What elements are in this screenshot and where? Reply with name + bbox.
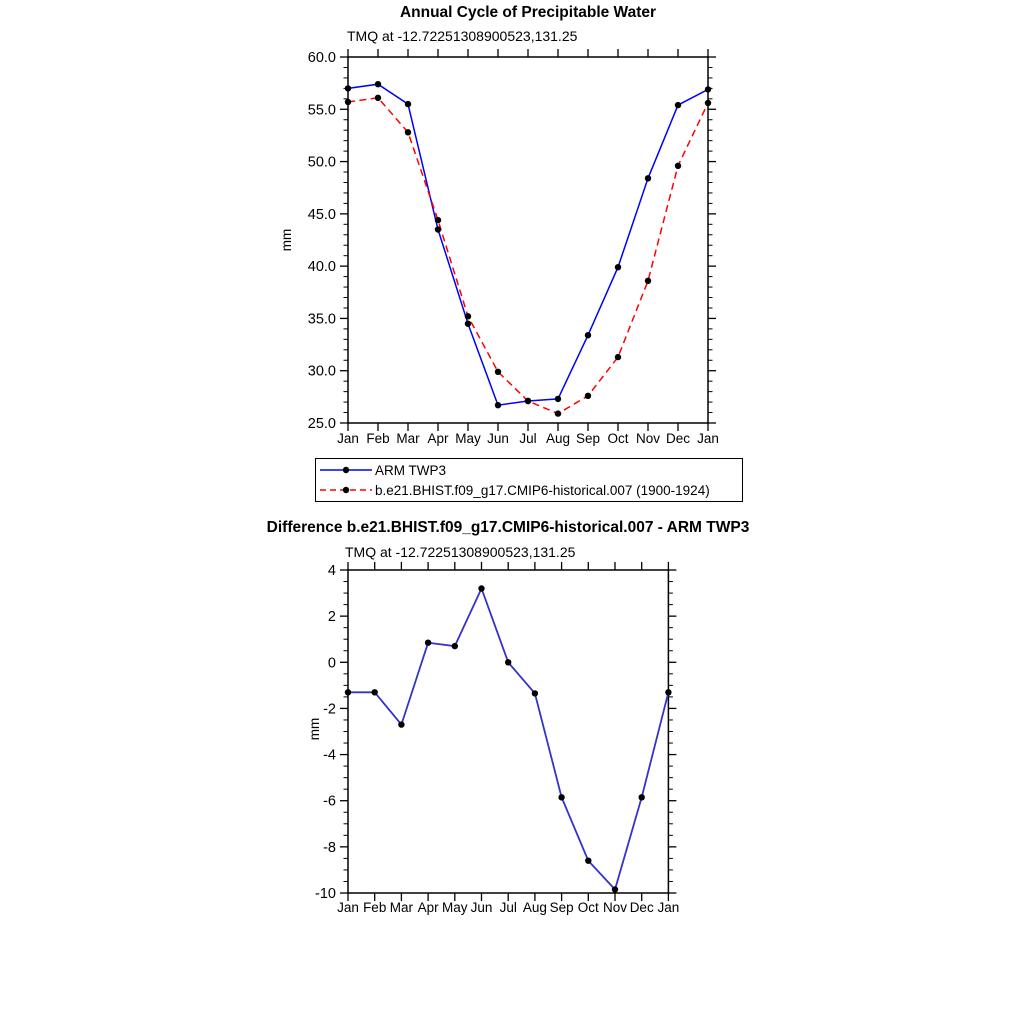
y-tick-label: 35.0 [307,311,336,328]
data-point-marker [585,858,591,864]
x-tick-label: Sep [575,431,601,446]
data-point-marker [405,101,411,107]
data-point-marker [345,99,351,105]
y-tick-label: 0 [327,655,336,672]
data-point-marker [675,102,681,108]
chart-0 [308,49,719,446]
data-point-marker [435,217,441,223]
x-tick-label: Aug [545,431,571,446]
x-tick-label: Jul [519,431,537,446]
series-line-1 [348,98,708,414]
top-chart-title: Annual Cycle of Precipitable Water [399,4,657,21]
x-tick-label: Jan [697,431,719,446]
legend-label-arm-twp3: ARM TWP3 [375,462,447,478]
data-point-marker [465,313,471,319]
top-chart-y-axis-label: mm [279,228,294,252]
y-tick-label: 25.0 [307,416,336,432]
x-tick-label: Apr [417,900,439,915]
data-point-marker [612,886,618,892]
data-point-marker [452,643,458,649]
data-point-marker [615,354,621,360]
legend-line-sample-arm-twp3 [319,462,373,478]
x-tick-label: Oct [607,431,629,446]
data-point-marker [639,794,645,800]
legend [315,458,743,502]
data-point-marker [495,369,501,375]
data-point-marker [615,264,621,270]
x-tick-label: Jan [657,900,680,915]
y-tick-label: 2 [327,609,336,626]
data-point-marker [555,396,561,402]
data-point-marker [645,175,651,181]
data-point-marker [532,690,538,696]
y-tick-label: 45.0 [307,206,336,223]
data-point-marker [375,95,381,101]
y-tick-label: 50.0 [307,154,336,171]
data-point-marker [425,640,431,646]
y-tick-label: -2 [323,701,336,718]
data-point-marker [495,402,501,408]
data-point-marker [525,398,531,404]
data-point-marker [435,226,441,232]
data-point-marker [478,585,484,591]
x-tick-label: Apr [427,431,449,446]
data-point-marker [705,100,711,106]
diff-chart-subtitle: TMQ at -12.72251308900523,131.25 [345,544,576,560]
data-point-marker [585,332,591,338]
x-tick-label: Oct [577,900,599,915]
data-point-marker [558,794,564,800]
y-tick-label: 60.0 [307,50,336,66]
x-tick-label: Jan [337,431,359,446]
y-tick-label: 40.0 [307,259,336,276]
data-point-marker [665,689,671,695]
data-point-marker [345,85,351,91]
top-chart-subtitle: TMQ at -12.72251308900523,131.25 [347,28,578,44]
y-tick-label: -4 [323,747,336,764]
x-tick-label: Mar [396,431,420,446]
data-point-marker [705,86,711,92]
series-line-0 [348,84,708,405]
series-line-0 [348,589,668,890]
data-point-marker [375,81,381,87]
x-tick-label: Feb [363,900,387,915]
diff-chart-y-axis-label: mm [307,717,322,741]
x-tick-label: Jan [337,900,359,915]
y-tick-label: 30.0 [307,363,336,380]
x-tick-label: May [455,431,481,446]
y-tick-label: -10 [315,886,336,902]
legend-entry-model [319,480,742,500]
data-point-marker [585,393,591,399]
data-point-marker [398,721,404,727]
data-point-marker [505,659,511,665]
legend-line-sample-model [319,482,373,498]
chart-1 [315,562,679,915]
x-tick-label: Feb [366,431,390,446]
x-tick-label: Nov [635,431,661,446]
plot-frame [348,57,708,423]
plot-frame [348,570,668,893]
data-point-marker [555,410,561,416]
data-point-marker [405,129,411,135]
x-tick-label: Dec [629,900,654,915]
data-point-marker [372,689,378,695]
y-tick-label: 55.0 [307,102,336,119]
x-tick-label: Sep [549,900,574,915]
x-tick-label: Dec [665,431,691,446]
data-point-marker [465,321,471,327]
data-point-marker [675,163,681,169]
y-tick-label: -8 [323,839,336,856]
x-tick-label: Nov [602,900,628,915]
legend-entry-arm-twp3 [319,460,742,480]
x-tick-label: Jun [487,431,509,446]
legend-label-model: b.e21.BHIST.f09_g17.CMIP6-historical.007 (1900-1924) [375,482,710,498]
x-tick-label: May [442,900,468,915]
x-tick-label: Mar [389,900,414,915]
diff-chart-title: Difference b.e21.BHIST.f09_g17.CMIP6-historical.007 - ARM TWP3 [266,519,750,536]
data-point-marker [645,278,651,284]
x-tick-label: Jun [470,900,493,915]
y-tick-label: -6 [323,793,336,810]
data-point-marker [345,689,351,695]
x-tick-label: Aug [522,900,547,915]
x-tick-label: Jul [499,900,517,915]
y-tick-label: 4 [327,563,336,579]
